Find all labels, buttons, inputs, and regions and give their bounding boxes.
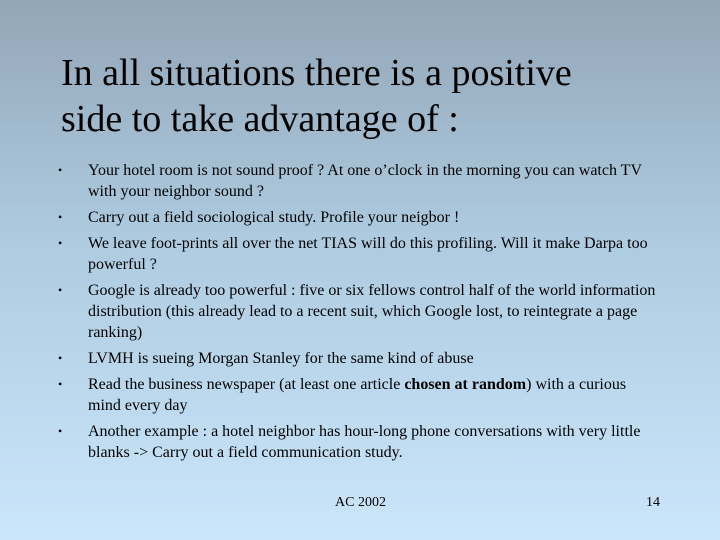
bullet-dot-icon: • <box>58 163 63 177</box>
bullet-item <box>58 233 658 275</box>
bullet-item <box>58 160 658 202</box>
bullet-dot-icon: • <box>58 283 63 297</box>
bullet-text: LVMH is sueing Morgan Stanley for the same kind of abuse <box>88 350 474 367</box>
bullet-item <box>58 374 658 416</box>
page-number: 14 <box>646 495 660 510</box>
bullet-text: We leave foot-prints all over the net TIAS will do this profiling. Will it make Darpa too powerful ? <box>88 235 648 273</box>
slide-footer: AC 2002 <box>335 495 386 510</box>
bullet-text: Carry out a field sociological study. Profile your neigbor ! <box>88 209 460 226</box>
title-line-1: In all situations there is a positive <box>61 52 572 94</box>
bullet-text-bold: chosen at random <box>404 376 527 393</box>
bullet-list <box>58 160 658 468</box>
bullet-item <box>58 421 658 463</box>
bullet-text: Google is already too powerful : five or six fellows control half of the world information distribution (this already lead to a recent suit, which Google lost, to reintegrate a page ranking) <box>88 282 656 341</box>
bullet-text: Another example : a hotel neighbor has hour-long phone conversations with very little blanks -> Carry out a field communication study. <box>88 423 641 461</box>
bullet-item <box>58 348 658 369</box>
slide-title <box>61 50 681 142</box>
bullet-dot-icon: • <box>58 377 63 391</box>
bullet-dot-icon: • <box>58 424 63 438</box>
bullet-text: Your hotel room is not sound proof ? At one o’clock in the morning you can watch TV with your neighbor sound ? <box>88 162 642 200</box>
bullet-text-before: Read the business newspaper (at least one article <box>88 376 405 393</box>
bullet-item <box>58 280 658 343</box>
bullet-text-after: ) with a curious mind every day <box>88 376 627 414</box>
bullet-dot-icon: • <box>58 210 63 224</box>
bullet-dot-icon: • <box>58 236 63 250</box>
title-line-2: side to take advantage of : <box>61 98 459 140</box>
bullet-item <box>58 207 658 228</box>
bullet-text <box>88 376 626 414</box>
bullet-dot-icon: • <box>58 351 63 365</box>
